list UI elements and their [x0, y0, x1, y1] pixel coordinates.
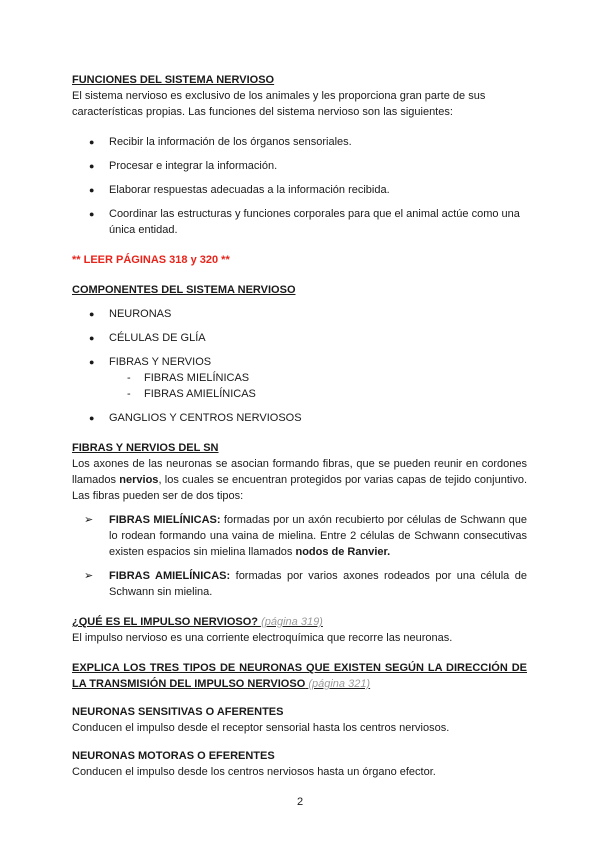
subheading-motoras: NEURONAS MOTORAS O EFERENTES	[72, 750, 275, 762]
list-item: ● Elaborar respuestas adecuadas a la información recibida.	[89, 184, 390, 196]
reading-note: ** LEER PÁGINAS 318 y 320 **	[72, 254, 230, 266]
list-item: ● Coordinar las estructuras y funciones corporales para que el animal actúe como una única entidad.	[89, 208, 520, 236]
subheading-sensitivas: NEURONAS SENSITIVAS O AFERENTES	[72, 706, 284, 718]
bullet-icon: ●	[89, 209, 95, 219]
bullet-icon: ●	[89, 185, 95, 195]
arrow-list-item: ➢ FIBRAS MIELÍNICAS: formadas por un axón recubierto por células de Schwann que lo rodean formando una vaina de mielina. Entre 2 células de Schwann consecutivas existen espacios sin mielina llamados nodos de Ranvier.	[84, 514, 527, 558]
bullet-icon: ●	[89, 309, 95, 319]
sub-list-item: - FIBRAS MIELÍNICAS	[127, 372, 250, 384]
bullet-icon: ●	[89, 333, 95, 343]
arrow-list-item: ➢ FIBRAS AMIELÍNICAS: formadas por varios axones rodeados por una célula de Schwann sin mielina.	[84, 570, 527, 598]
section-heading-componentes: COMPONENTES DEL SISTEMA NERVIOSO	[72, 284, 296, 296]
list-item: ● GANGLIOS Y CENTROS NERVIOSOS	[89, 412, 302, 424]
document-page	[72, 72, 527, 780]
section-heading-fibras: FIBRAS Y NERVIOS DEL SN	[72, 442, 219, 454]
dash-icon: -	[127, 372, 131, 384]
paragraph-sensitivas: Conducen el impulso desde el receptor sensorial hasta los centros nerviosos.	[72, 722, 450, 734]
paragraph-fibras: Los axones de las neuronas se asocian formando fibras, que se pueden reunir en cordones llamados nervios, los cuales se encuentran protegidos por varias capas de tejido conjuntivo. Las fibras pueden ser de dos tipos:	[72, 458, 528, 502]
section-heading-funciones: FUNCIONES DEL SISTEMA NERVIOSO	[72, 74, 275, 86]
paragraph-funciones: El sistema nervioso es exclusivo de los animales y les proporciona gran parte de sus características propias. Las funciones del sistema nervioso son las siguientes:	[72, 90, 486, 118]
bullet-icon: ●	[89, 161, 95, 171]
list-item: ● NEURONAS	[89, 308, 172, 320]
dash-icon: -	[127, 388, 131, 400]
list-item: ● Recibir la información de los órganos sensoriales.	[89, 136, 352, 148]
section-heading-tipos-neuronas: EXPLICA LOS TRES TIPOS DE NEURONAS QUE EXISTEN SEGÚN LA DIRECCIÓN DE LA TRANSMISIÓN DEL IMPULSO NERVIOSO (página 321)	[72, 662, 527, 690]
list-item: ● CÉLULAS DE GLÍA	[89, 332, 206, 344]
arrow-bullet-icon: ➢	[84, 514, 94, 526]
list-item: ● Procesar e integrar la información.	[89, 160, 278, 172]
bullet-icon: ●	[89, 137, 95, 147]
arrow-bullet-icon: ➢	[84, 570, 94, 582]
list-item: ● FIBRAS Y NERVIOS	[89, 356, 212, 368]
bullet-icon: ●	[89, 413, 95, 423]
bullet-icon: ●	[89, 357, 95, 367]
paragraph-motoras: Conducen el impulso desde los centros nerviosos hasta un órgano efector.	[72, 766, 436, 778]
section-heading-impulso: ¿QUÉ ES EL IMPULSO NERVIOSO? (página 319)	[72, 616, 323, 628]
paragraph-impulso: El impulso nervioso es una corriente electroquímica que recorre las neuronas.	[72, 632, 453, 644]
sub-list-item: - FIBRAS AMIELÍNICAS	[127, 388, 256, 400]
page-number: 2	[296, 796, 304, 808]
